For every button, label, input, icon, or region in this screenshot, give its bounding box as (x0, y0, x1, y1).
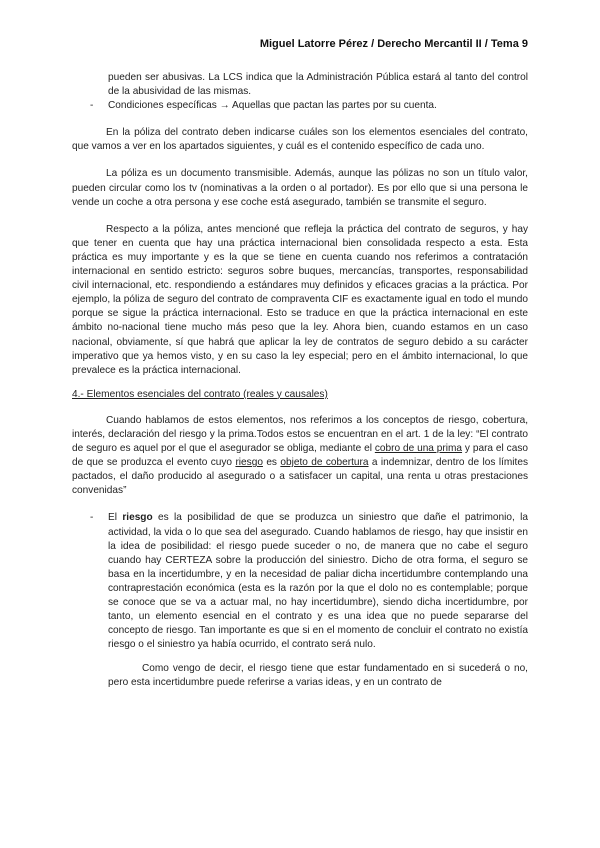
bullet-dash: - (90, 100, 94, 112)
paragraph-riesgo-incertidumbre: Como vengo de decir, el riesgo tiene que estar fundamentado en si sucederá o no, pero esta incertidumbre puede referirse a varias ideas, y en un contrato de (108, 663, 528, 689)
text-run: Cuando hablamos de estos elementos, nos referimos a los conceptos de riesgo, cobertura, interés, declaración del riesgo y la prima.Todos estos se encuentran en el art. 1 de la ley: “El contrato de seguro es aquel por el que el asegurador se obliga, mediante el (72, 414, 528, 455)
text-run: El (108, 512, 123, 524)
underlined-term-riesgo: riesgo (235, 457, 263, 469)
list-item-text: Condiciones específicas → Aquellas que pactan las partes por su cuenta. (108, 100, 437, 112)
section-heading: 4.- Elementos esenciales del contrato (reales y causales) (72, 388, 328, 400)
text-run: a indemnizar, dentro de los límites pactados, el daño producido al asegurado o a satisfacer un capital, una renta u otras prestaciones convenidas” (72, 457, 528, 497)
paragraph-practica-internacional: Respecto a la póliza, antes mencioné que refleja la práctica del contrato de seguros, y hay que tener en cuenta que hay una práctica internacional bien consolidada respecto a esta. Esta práctica es muy importante y es la que se tiene en cuenta cuando nos referimos a contratación internacional en sentido estricto: seguros sobre buques, mercancías, transportes, responsabilidad civil internacional, etc. respondiendo a estándares muy definidos y eficaces gracias a la práctica. Por ejemplo, la póliza de seguro del contrato de compraventa CIF es exactamente igual en todo el mundo porque se sigue la práctica internacional. Esto se traduce en que la práctica internacional en este ámbito no-nacional tiene mucho más peso que la ley. Ahora bien, cuando estamos en un caso nacional, obviamente, sí que habrá que aplicar la ley de contratos de seguro debido a su carácter imperativo que ya hemos visto, y en su caso la ley especial; pero en el ámbito internacional, lo que prevalece es la práctica internacional. (72, 223, 528, 376)
document-body (72, 71, 528, 691)
text-run: es la posibilidad de que se produzca un siniestro que dañe el patrimonio, la actividad, la vida o lo que sea del asegurado. Cuando hablamos de riesgo, hay que insistir en la idea de posibilidad: el riesgo puede suceder o no, de manera que no cabe el seguro cuando hay CERTEZA sobre la producción del siniestro. Dicho de otra forma, el seguro se basa en la incertidumbre, y en la necesidad de paliar dicha incertidumbre contemplando una contraprestación económica (esta es la razón por la que el dolo no es contemplable; porque se conoce que se va a actuar mal, no hay incertidumbre), siendo dicha incertidumbre, por tanto, un elemento esencial en el contrato y es una idea que no puede separarse del concepto de riesgo. Tan importante es que si en el momento de concluir el contrato no existía riesgo o el siniestro ya había ocurrido, el contrato será nulo. (108, 512, 528, 651)
page-header: Miguel Latorre Pérez / Derecho Mercantil II / Tema 9 (259, 38, 528, 50)
underlined-term-cobertura: objeto de cobertura (280, 457, 369, 469)
text-run: es (262, 457, 281, 469)
list-item-riesgo (72, 511, 528, 652)
list-item-specific-conditions (72, 99, 528, 113)
underlined-term-prima: cobro de una prima (374, 443, 463, 455)
paragraph-poliza-elements: En la póliza del contrato deben indicarse cuáles son los elementos esenciales del contrato, que vamos a ver en los apartados siguientes, y cuál es el contenido específico de cada uno. (72, 127, 528, 153)
paragraph-continuation: pueden ser abusivas. La LCS indica que la Administración Pública estará al tanto del control de la abusividad de las mismas. (108, 72, 528, 98)
text-run: y para el caso de que se produzca el evento cuyo (72, 443, 528, 469)
bold-term-riesgo: riesgo (122, 512, 153, 524)
bullet-dash: - (90, 512, 94, 524)
paragraph-poliza-transmisible: La póliza es un documento transmisible. Además, aunque las pólizas no son un título valor, pueden circular como los tv (nominativas a la orden o al portador). Es por ello que si una persona le vende un coche a otra persona y ese coche está asegurado, también se transmite el seguro. (72, 168, 528, 208)
paragraph-elementos (72, 414, 528, 499)
